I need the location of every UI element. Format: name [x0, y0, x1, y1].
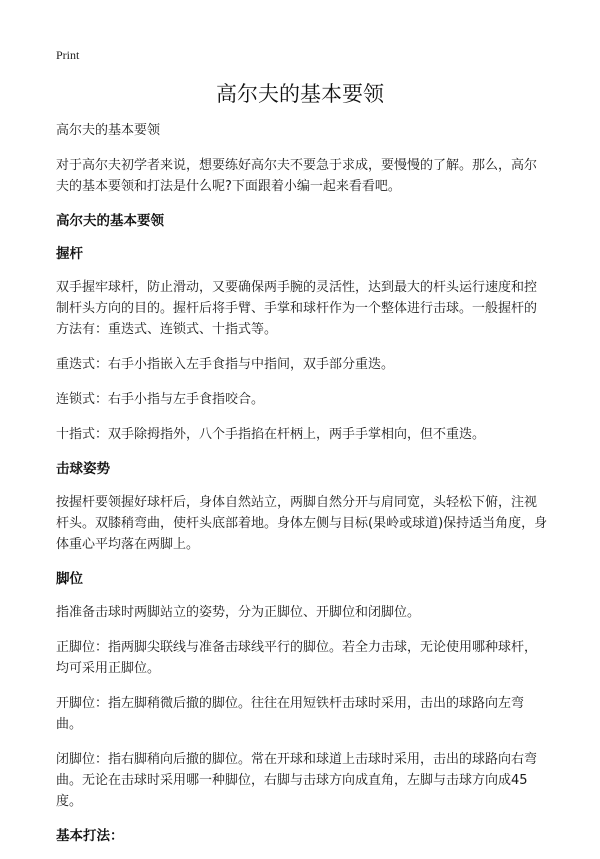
intro-paragraph: 对于高尔夫初学者来说，想要练好高尔夫不要急于求成，要慢慢的了解。那么，高尔夫的基本要领和打法是什么呢?下面跟着小编一起来看看吧。: [56, 158, 538, 194]
article-subtitle: 高尔夫的基本要领: [56, 123, 161, 138]
page-title: 高尔夫的基本要领: [216, 82, 384, 106]
footwork-intro-paragraph: 指准备击球时两脚站立的姿势，分为正脚位、开脚位和闭脚位。: [56, 605, 421, 620]
grip-tenfinger-paragraph: 十指式：双手除拇指外，八个手指掐在杆柄上，两手手掌相向，但不重迭。: [56, 427, 486, 442]
footwork-square-paragraph: 正脚位：指两脚尖联线与准备击球线平行的脚位。若全力击球，无论使用哪种球杆，均可采用正脚位。: [56, 640, 538, 676]
grip-overlap-paragraph: 重迭式：右手小指嵌入左手食指与中指间，双手部分重迭。: [56, 357, 395, 372]
grip-heading: 握杆: [56, 246, 83, 262]
footwork-open-paragraph: 开脚位：指左脚稍微后撤的脚位。往往在用短铁杆击球时采用，击出的球路向左弯曲。: [56, 696, 525, 732]
grip-paragraph: 双手握牢球杆，防止滑动，又要确保两手腕的灵活性，达到最大的杆头运行速度和控制杆头方向的目的。握杆后将手臂、手掌和球杆作为一个整体进行击球。一般握杆的方法有：重迭式、连锁式、十指式等。: [56, 280, 538, 337]
article-body: [56, 120, 548, 859]
grip-interlock-paragraph: 连锁式：右手小指与左手食指咬合。: [56, 392, 265, 407]
print-link[interactable]: Print: [56, 48, 80, 62]
stance-heading: 击球姿势: [56, 461, 110, 477]
footwork-closed-paragraph: 闭脚位：指右脚稍向后撤的脚位。常在开球和球道上击球时采用，击出的球路向右弯曲。无论在击球时采用哪一种脚位，右脚与击球方向成直角，左脚与击球方向成45度。: [56, 752, 538, 809]
stance-paragraph: 按握杆要领握好球杆后，身体自然站立，两脚自然分开与肩同宽，头轻松下俯，注视杆头。双膝稍弯曲，使杆头底部着地。身体左侧与目标(果岭或球道)保持适当角度，身体重心平均落在两脚上。: [56, 495, 548, 552]
footwork-heading: 脚位: [56, 571, 83, 587]
basics-heading: 基本打法：: [56, 828, 124, 844]
section-heading: 高尔夫的基本要领: [56, 213, 164, 229]
